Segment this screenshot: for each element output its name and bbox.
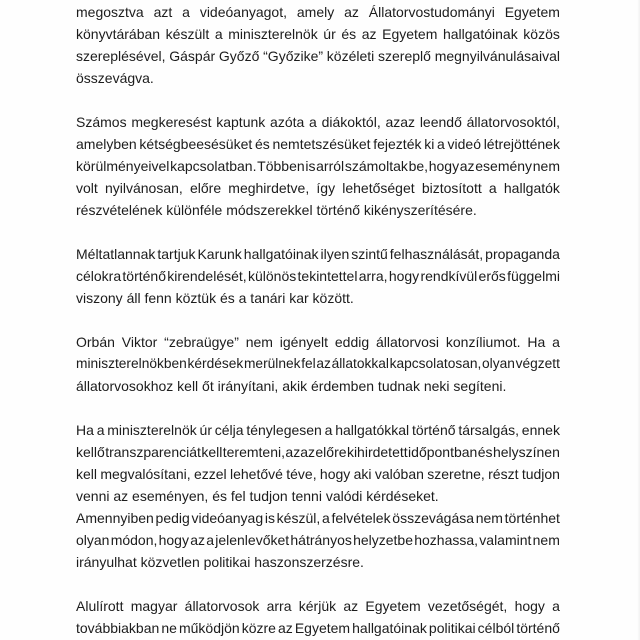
text-line: részvételének különféle módszerekkel történő kikényszerítésére.	[76, 202, 477, 218]
text-line: venni az eseményen, és fel tudjon tenni valódi kérdéseket.	[76, 488, 439, 504]
text-line: összevágva.	[76, 70, 154, 86]
text-line: szereplésével, Gáspár Győző “Győzike” közéleti szereplő megnyilvánulásaival	[76, 48, 560, 64]
text-line: amelyben kétségbeesésüket és nemtetszésüket fejezték ki a videó létrejöttének	[76, 136, 560, 152]
text-line: irányulhat közvetlen politikai haszonszerzésre.	[76, 554, 364, 570]
text-line: állatorvosokhoz kell őt irányítani, akik érdemben tudnak neki segíteni.	[76, 378, 507, 394]
text-line: Számos megkeresést kaptunk azóta a diákoktól, azaz leendő állatorvosoktól,	[76, 114, 560, 130]
text-line: miniszterelnökben kérdések merülnek fel az állatokkal kapcsolatosan, olyan végzett	[76, 356, 560, 371]
text-line: olyan módon, hogy az a jelenlevőket hátrányos helyzetbe hozhassa, valamint nem	[76, 532, 560, 548]
text-line: Méltatlannak tartjuk Karunk hallgatóinak ilyen szintű felhasználását, propaganda	[76, 246, 560, 262]
text-line: megosztva azt a videóanyagot, amely az Állatorvostudományi Egyetem	[76, 4, 560, 20]
text-line: kell megvalósítani, ezzel lehetővé téve, hogy aki valóban szeretne, részt tudjon	[76, 466, 560, 482]
text-line: körülményeivel kapcsolatban. Többen is arról számoltak be, hogy az esemény nem	[76, 158, 560, 174]
text-line: kellő transzparenciát kell teremteni, azaz előre kihirdetett időpontban és helyszínen	[76, 444, 560, 460]
text-line: Amennyiben pedig videóanyag is készül, a felvételek összevágása nem történhet	[76, 510, 560, 526]
text-line: Alulírott magyar állatorvosok arra kérjük az Egyetem vezetőségét, hogy a	[76, 598, 560, 614]
text-line: könyvtárában készült a miniszterelnök úr és az Egyetem hallgatóinak közös	[76, 26, 560, 42]
text-line: volt nyilvánosan, előre meghirdetve, így lehetőséget biztosított a hallgatók	[76, 180, 560, 196]
text-line: viszony áll fenn köztük és a tanári kar között.	[76, 290, 354, 306]
text-line: Ha a miniszterelnök úr célja ténylegesen a hallgatókkal történő társalgás, ennek	[76, 422, 560, 438]
text-line: Orbán Viktor “zebraügye” nem igényelt eddig állatorvosi konzíliumot. Ha a	[76, 334, 560, 350]
text-line: célokra történő kirendelését, különös tekintettel arra, hogy rendkívül erős függelmi	[76, 268, 560, 284]
text-line: továbbiakban ne működjön közre az Egyetem hallgatóinak politikai célból történő	[76, 620, 560, 636]
